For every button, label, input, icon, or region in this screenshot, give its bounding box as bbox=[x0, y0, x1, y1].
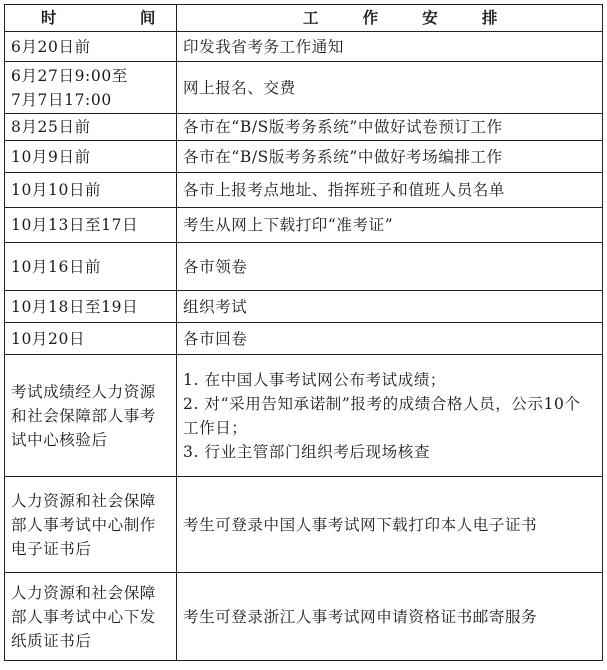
table-row bbox=[5, 173, 603, 208]
time-text: 7月7日17:00 bbox=[11, 90, 112, 109]
time-cell bbox=[5, 323, 177, 355]
work-text: 各市在“B/S版考务系统”中做好考场编排工作 bbox=[183, 147, 503, 166]
work-cell bbox=[177, 477, 603, 573]
table-row bbox=[5, 32, 603, 62]
time-text: 人力资源和社会保障部人事考试中心下发纸质证书后 bbox=[11, 583, 156, 650]
time-cell bbox=[5, 62, 177, 114]
table-row bbox=[5, 208, 603, 243]
work-text: 各市在“B/S版考务系统”中做好试卷预订工作 bbox=[183, 118, 503, 136]
header-work-arrangement bbox=[177, 5, 603, 32]
work-cell bbox=[177, 173, 603, 208]
time-cell bbox=[5, 355, 177, 477]
time-text: 考试成绩经人力资源和社会保障部人事考试中心核验后 bbox=[11, 382, 156, 449]
work-text: 考生可登录浙江人事考试网申请资格证书邮寄服务 bbox=[183, 607, 538, 626]
time-text: 10月9日前 bbox=[11, 147, 91, 166]
table-row bbox=[5, 573, 603, 661]
time-text: 6月20日前 bbox=[11, 37, 91, 56]
time-text: 10月10日前 bbox=[11, 181, 102, 199]
table-row bbox=[5, 141, 603, 173]
header-time-char: 时 bbox=[41, 8, 58, 27]
header-time-char: 间 bbox=[139, 8, 156, 27]
work-text: 2. 对“采用告知承诺制”报考的成绩合格人员，公示10个工作日； bbox=[183, 394, 581, 437]
work-text: 考生可登录中国人事考试网下载打印本人电子证书 bbox=[183, 515, 538, 534]
time-text: 10月13日至17日 bbox=[11, 216, 139, 234]
work-cell bbox=[177, 32, 603, 62]
time-text: 10月18日至19日 bbox=[11, 297, 139, 316]
table-row bbox=[5, 62, 603, 114]
header-work-char: 工 bbox=[303, 8, 320, 27]
work-cell bbox=[177, 141, 603, 173]
time-text: 8月25日前 bbox=[11, 118, 91, 136]
work-cell bbox=[177, 62, 603, 114]
work-cell bbox=[177, 208, 603, 243]
work-cell bbox=[177, 573, 603, 661]
table-row bbox=[5, 477, 603, 573]
header-time bbox=[5, 5, 177, 32]
work-text: 各市回卷 bbox=[183, 329, 248, 348]
table-row bbox=[5, 323, 603, 355]
time-cell bbox=[5, 32, 177, 62]
work-cell bbox=[177, 243, 603, 291]
work-cell bbox=[177, 323, 603, 355]
header-work-char: 安 bbox=[422, 8, 439, 27]
work-text: 印发我省考务工作通知 bbox=[183, 37, 345, 56]
time-text: 10月20日 bbox=[11, 329, 86, 348]
table-row bbox=[5, 243, 603, 291]
time-cell bbox=[5, 573, 177, 661]
work-cell bbox=[177, 114, 603, 141]
time-cell bbox=[5, 173, 177, 208]
time-cell bbox=[5, 477, 177, 573]
time-cell bbox=[5, 141, 177, 173]
time-text: 10月16日前 bbox=[11, 257, 102, 276]
time-cell bbox=[5, 291, 177, 323]
time-text: 6月27日9:00至 bbox=[11, 66, 128, 85]
work-text: 3. 行业主管部门组织考后现场核查 bbox=[183, 442, 430, 461]
table-header-row bbox=[5, 5, 603, 32]
header-work-char: 作 bbox=[362, 8, 379, 27]
time-cell bbox=[5, 208, 177, 243]
work-cell bbox=[177, 291, 603, 323]
table-row bbox=[5, 355, 603, 477]
work-text: 各市领卷 bbox=[183, 257, 248, 276]
work-text: 1. 在中国人事考试网公布考试成绩； bbox=[183, 370, 447, 389]
exam-schedule-table bbox=[4, 4, 603, 661]
time-cell bbox=[5, 243, 177, 291]
time-cell bbox=[5, 114, 177, 141]
time-text: 人力资源和社会保障部人事考试中心制作电子证书后 bbox=[11, 491, 156, 558]
table-row bbox=[5, 114, 603, 141]
work-text: 各市上报考点地址、指挥班子和值班人员名单 bbox=[183, 181, 506, 199]
work-text: 组织考试 bbox=[183, 297, 248, 316]
header-work-char: 排 bbox=[481, 8, 498, 27]
work-text: 网上报名、交费 bbox=[183, 78, 296, 97]
work-cell bbox=[177, 355, 603, 477]
work-text: 考生从网上下载打印“准考证” bbox=[183, 216, 394, 234]
table-row bbox=[5, 291, 603, 323]
